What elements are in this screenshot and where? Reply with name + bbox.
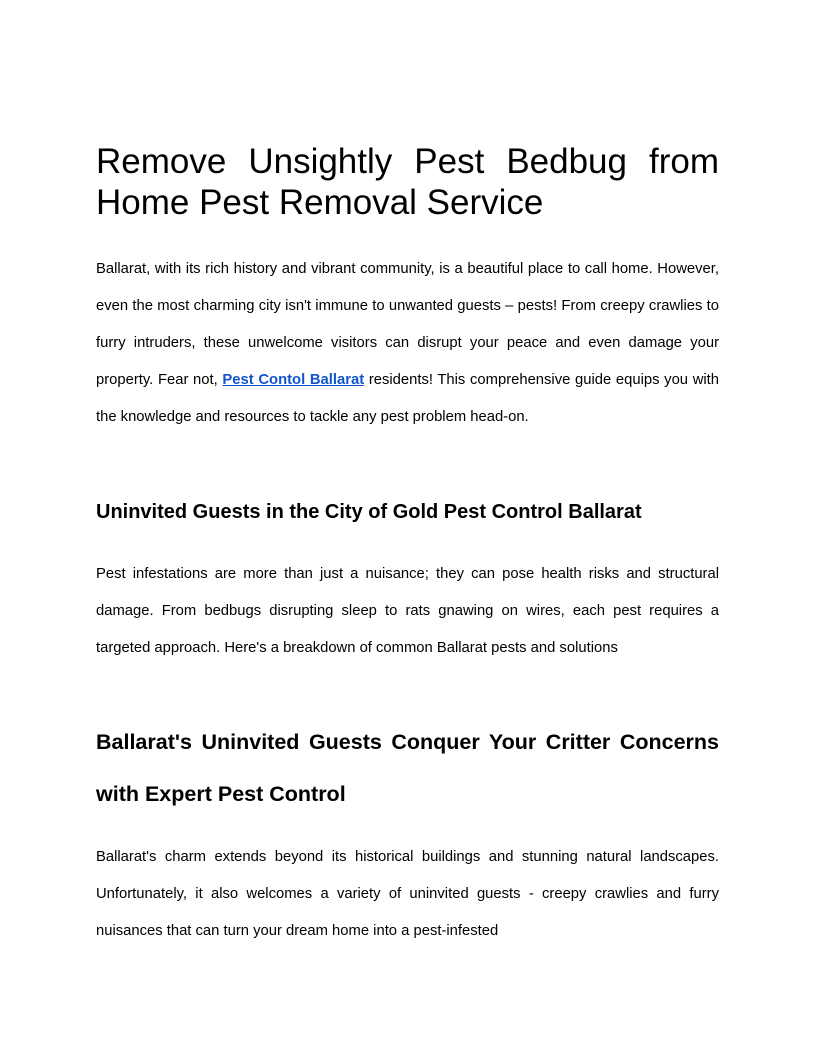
intro-text-after-link: residents! This comprehensive guide equips you with the knowledge and resources to tackle any pest problem head-on. — [96, 372, 720, 425]
section1-body-block — [96, 556, 719, 667]
pest-control-ballarat-link[interactable]: Pest Contol Ballarat — [222, 372, 365, 388]
section1-heading-block — [96, 500, 719, 524]
intro-text-before-link: Ballarat, with its rich history and vibrant community, is a beautiful place to call home. However, even the most charming city isn't immune to unwanted guests – pests! From creepy crawlies to furry intruders, these unwelcome visitors can disrupt your peace and even damage your property. Fear not, — [96, 261, 719, 388]
section2-heading-block — [96, 716, 719, 820]
section2-body-block — [96, 839, 719, 950]
title-block — [96, 141, 719, 223]
section2-paragraph: Ballarat's charm extends beyond its historical buildings and stunning natural landscapes. Unfortunately, it also welcomes a variety of uninvited guests - creepy crawlies and furry nuisances that can turn your dream home into a pest-infested — [96, 849, 719, 939]
page-title: Remove Unsightly Pest Bedbug from Home Pest Removal Service — [96, 142, 719, 222]
section1-paragraph: Pest infestations are more than just a nuisance; they can pose health risks and structural damage. From bedbugs disrupting sleep to rats gnawing on wires, each pest requires a targeted approach. Here's a breakdown of common Ballarat pests and solutions — [96, 566, 719, 656]
section1-heading: Uninvited Guests in the City of Gold Pest Control Ballarat — [96, 501, 642, 523]
intro-paragraph — [96, 251, 719, 436]
section2-heading: Ballarat's Uninvited Guests Conquer Your Critter Concerns with Expert Pest Control — [96, 730, 719, 806]
intro-block — [96, 251, 719, 436]
